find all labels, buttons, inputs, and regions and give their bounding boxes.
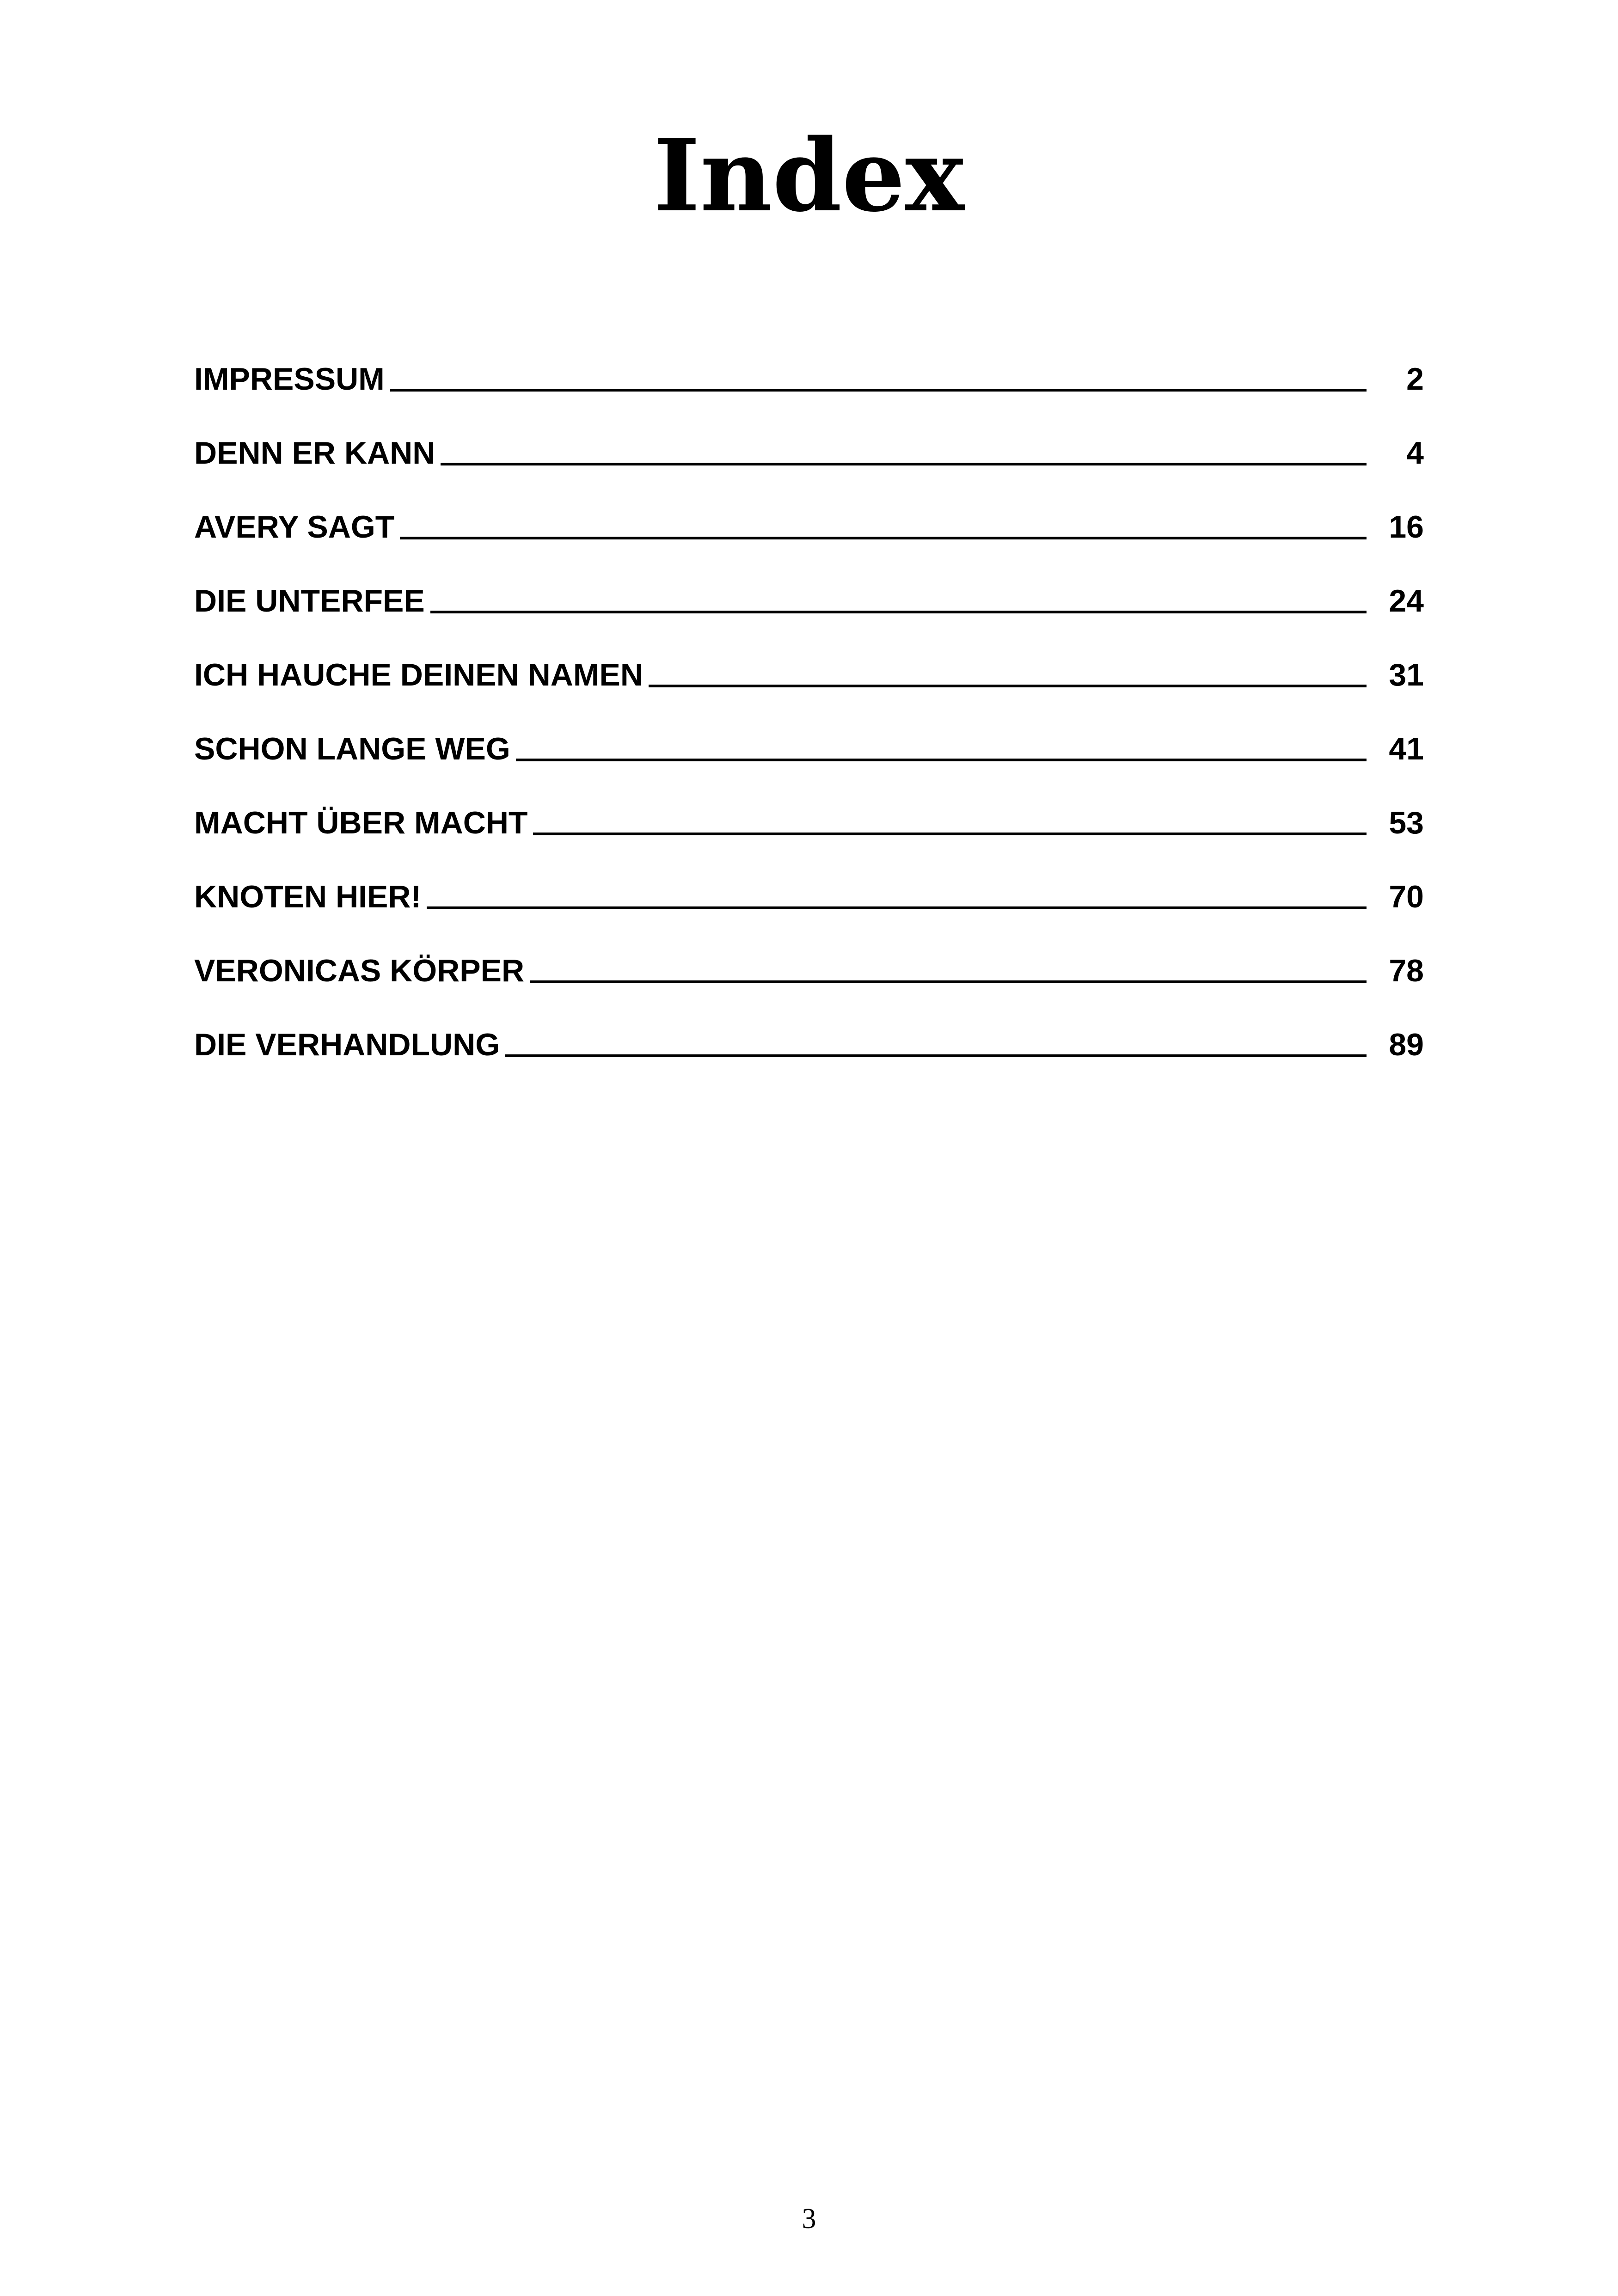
toc-leader-line <box>516 759 1367 761</box>
toc-entry-impressum[interactable] <box>194 356 1424 430</box>
toc-entry-denn-er-kann[interactable] <box>194 430 1424 504</box>
toc-entry-page: 78 <box>1389 953 1424 988</box>
toc-entry-die-verhandlung[interactable] <box>194 1022 1424 1096</box>
toc-entry-knoten-hier[interactable] <box>194 874 1424 948</box>
toc-leader-line <box>505 1054 1367 1057</box>
toc-entry-page: 31 <box>1389 657 1424 692</box>
toc-entry-page: 4 <box>1406 435 1424 471</box>
toc-entry-veronicas-koerper[interactable] <box>194 948 1424 1022</box>
toc-leader-line <box>427 906 1367 909</box>
toc-entry-page: 16 <box>1389 509 1424 545</box>
toc-entry-title: ICH HAUCHE DEINEN NAMEN <box>194 657 643 692</box>
page-title: Index <box>653 117 965 234</box>
table-of-contents <box>194 356 1424 1096</box>
toc-entry-title: SCHON LANGE WEG <box>194 731 510 766</box>
toc-entry-page: 41 <box>1389 731 1424 766</box>
toc-leader-line <box>441 463 1367 465</box>
toc-entry-page: 89 <box>1389 1027 1424 1062</box>
toc-entry-page: 70 <box>1389 879 1424 914</box>
toc-entry-page: 24 <box>1389 583 1424 618</box>
toc-leader-line <box>400 537 1367 539</box>
toc-leader-line <box>530 980 1367 983</box>
toc-leader-line <box>430 611 1367 613</box>
toc-entry-title: VERONICAS KÖRPER <box>194 953 525 988</box>
toc-entry-title: DIE UNTERFEE <box>194 583 425 618</box>
toc-leader-line <box>390 389 1367 392</box>
toc-entry-title: AVERY SAGT <box>194 509 395 545</box>
toc-leader-line <box>649 685 1367 687</box>
toc-entry-page: 2 <box>1406 361 1424 397</box>
toc-entry-schon-lange-weg[interactable] <box>194 726 1424 800</box>
toc-entry-title: DENN ER KANN <box>194 435 435 471</box>
toc-entry-avery-sagt[interactable] <box>194 504 1424 578</box>
toc-entry-title: MACHT ÜBER MACHT <box>194 805 528 840</box>
toc-leader-line <box>533 833 1367 835</box>
toc-entry-title: DIE VERHANDLUNG <box>194 1027 500 1062</box>
toc-entry-title: KNOTEN HIER! <box>194 879 422 914</box>
page-number: 3 <box>802 2203 816 2235</box>
toc-entry-macht-ueber-macht[interactable] <box>194 800 1424 874</box>
toc-entry-ich-hauche-deinen-namen[interactable] <box>194 652 1424 726</box>
toc-entry-die-unterfee[interactable] <box>194 578 1424 652</box>
toc-entry-title: IMPRESSUM <box>194 361 385 397</box>
toc-entry-page: 53 <box>1389 805 1424 840</box>
